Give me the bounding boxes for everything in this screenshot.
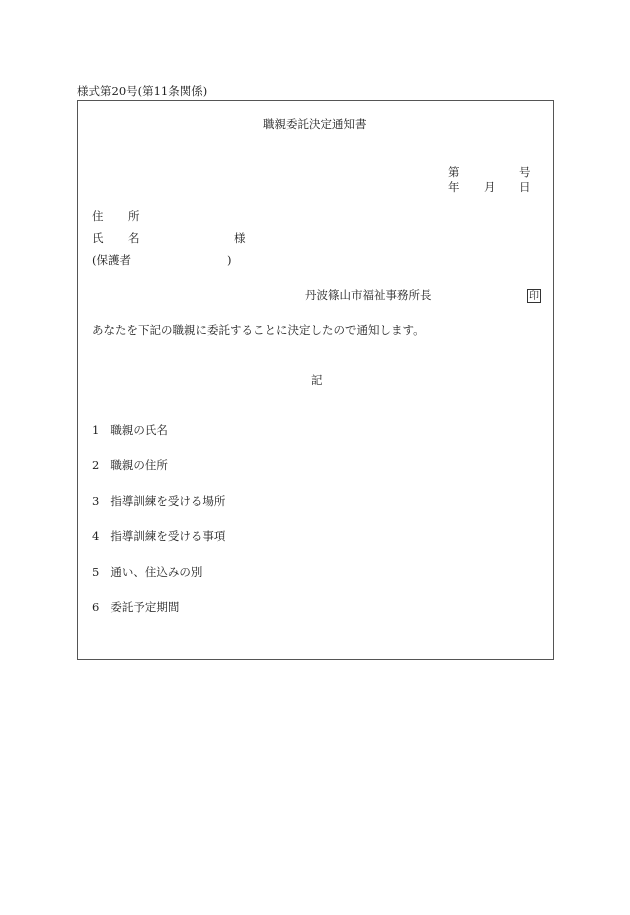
list-item <box>92 567 202 579</box>
list-item <box>92 496 225 508</box>
date-month: 月 <box>484 180 496 194</box>
number-suffix: 号 <box>519 165 531 179</box>
item-label: 委託予定期間 <box>110 600 180 614</box>
item-number: 1 <box>92 423 100 437</box>
name-label-1: 氏 <box>92 231 104 245</box>
honorific: 様 <box>234 231 246 245</box>
guardian-label: (保護者 <box>92 253 131 267</box>
address-label-2: 所 <box>128 209 140 223</box>
item-label: 指導訓練を受ける場所 <box>110 494 226 508</box>
item-number: 4 <box>92 529 100 543</box>
form-number-label: 様式第20号(第11条関係) <box>77 84 208 98</box>
list-item <box>92 425 168 437</box>
date-day: 日 <box>519 180 531 194</box>
issuer-name: 丹波篠山市福祉事務所長 <box>305 288 432 302</box>
item-label: 通い、住込みの別 <box>110 565 203 579</box>
item-number: 5 <box>92 565 100 579</box>
item-label: 職親の氏名 <box>110 423 168 437</box>
ki-heading: 記 <box>311 373 323 387</box>
item-number: 3 <box>92 494 100 508</box>
item-number: 2 <box>92 458 100 472</box>
list-item <box>92 602 179 614</box>
item-number: 6 <box>92 600 100 614</box>
item-label: 指導訓練を受ける事項 <box>110 529 226 543</box>
list-item <box>92 460 168 472</box>
address-label-1: 住 <box>92 209 104 223</box>
date-year: 年 <box>448 180 460 194</box>
item-label: 職親の住所 <box>110 458 168 472</box>
number-prefix: 第 <box>448 165 460 179</box>
document-title: 職親委託決定通知書 <box>263 117 367 131</box>
seal-mark: 印 <box>529 291 539 302</box>
guardian-close: ) <box>227 253 232 267</box>
list-item <box>92 531 225 543</box>
name-label-2: 名 <box>128 231 140 245</box>
body-text: あなたを下記の職親に委託することに決定したので通知します。 <box>92 323 425 337</box>
